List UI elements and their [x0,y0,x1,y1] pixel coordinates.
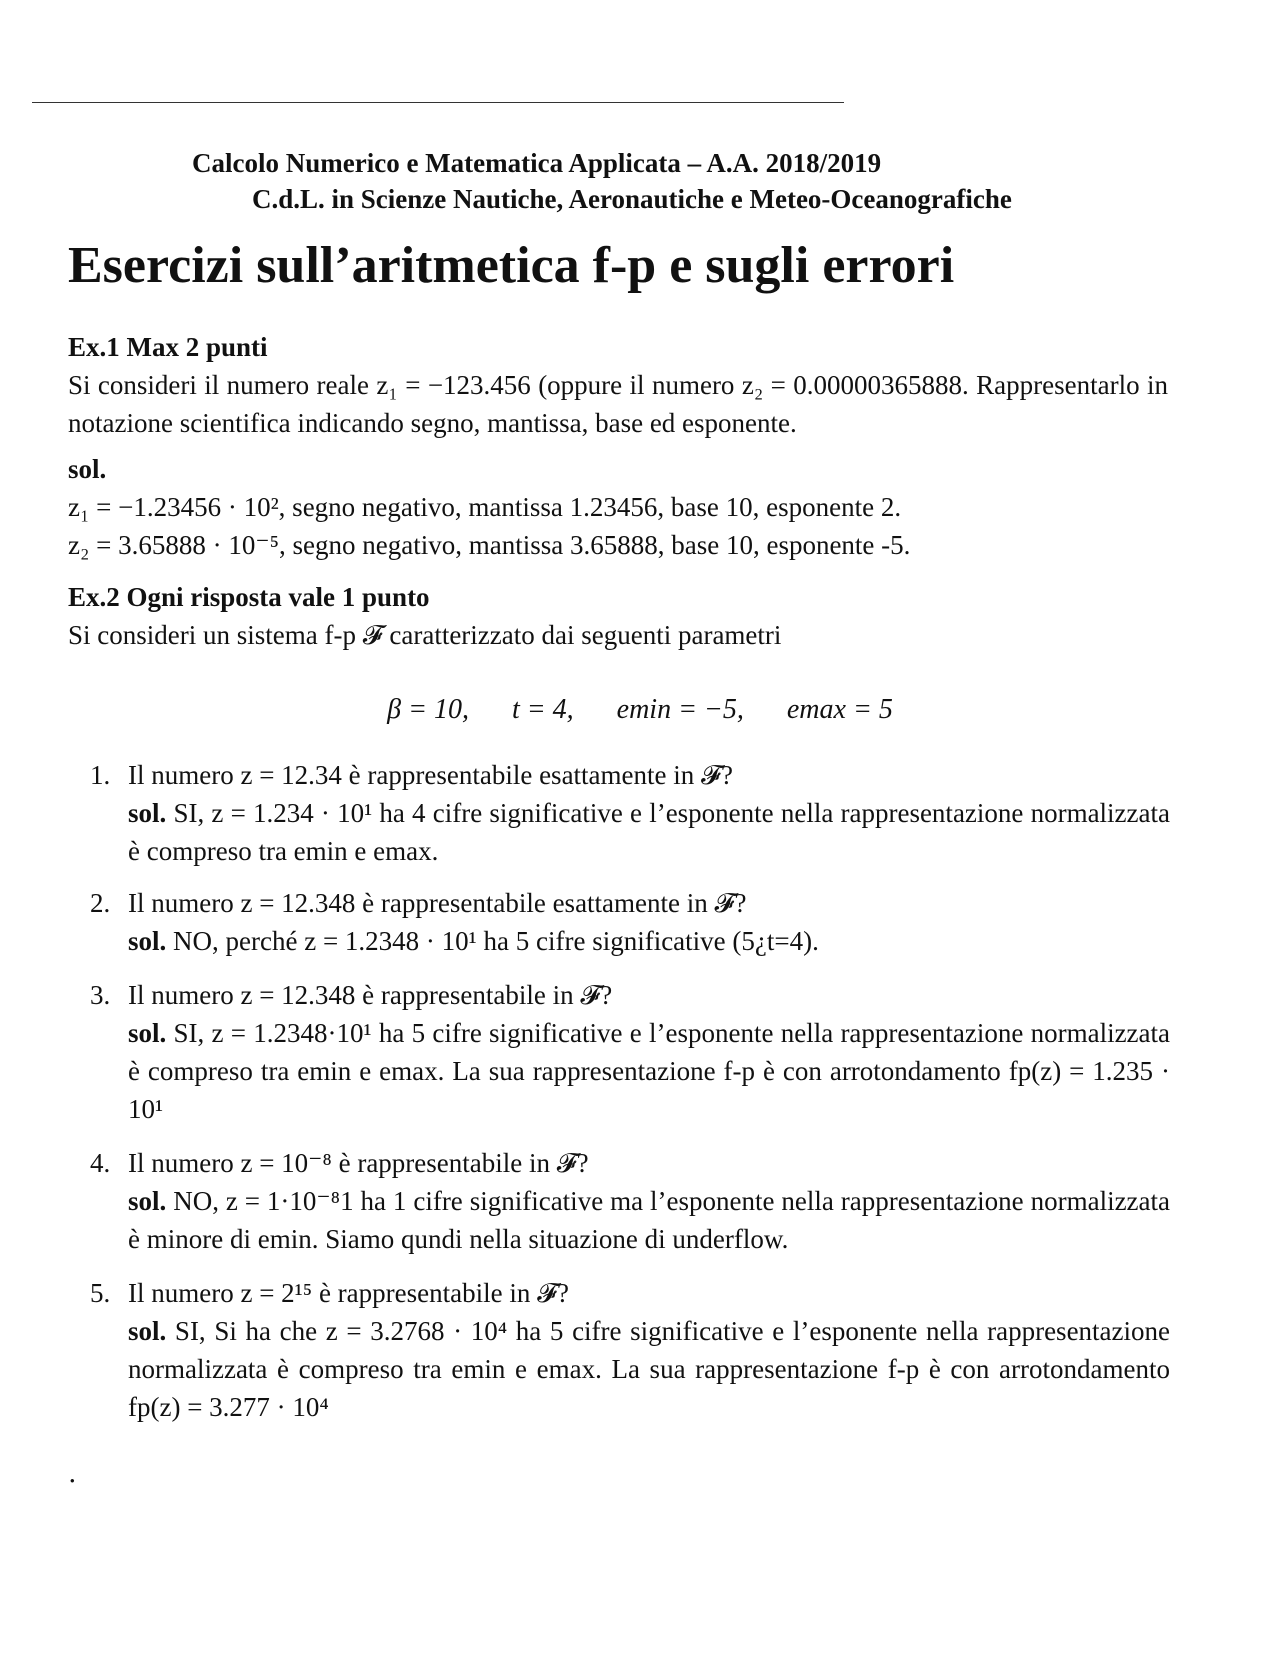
item-question: Il numero z = 12.348 è rappresentabile esattamente in 𝓕? [128,888,747,918]
ex2-statement: Si consideri un sistema f-p 𝓕 caratterizzato dai seguenti parametri [68,620,782,650]
param-beta: β = 10, [387,694,469,725]
page-title: Esercizi sull’aritmetica f-p e sugli errori [68,237,955,294]
item-sol-label: sol. [128,926,167,956]
item-answer: NO, z = 1·10⁻⁸1 ha 1 cifre significative ma l’esponente nella rappresentazione normalizzata è minore di emin. Siamo qundi nella situazione di underflow. [128,1186,1171,1254]
item-number: 5. [90,1278,111,1308]
ex2-parameters [0,694,1280,726]
ex2-item-3 [90,976,1170,1128]
item-answer: SI, z = 1.2348·10¹ ha 5 cifre significative e l’esponente nella rappresentazione normalizzata è compreso tra emin e emax. La sua rappresentazione f-p è con arrotondamento fp(z) = 1.235 · 10¹ [128,1018,1171,1124]
ex2-item-1 [90,756,1170,870]
item-sol-label: sol. [128,1018,167,1048]
ex1-sol-line2: z₂ = 3.65888 · 10⁻⁵, segno negativo, mantissa 3.65888, base 10, esponente -5. [68,530,911,560]
degree-header: C.d.L. in Scienze Nautiche, Aeronautiche e Meteo-Oceanografiche [252,184,1012,214]
ex2-heading: Ex.2 Ogni risposta vale 1 punto [68,582,430,612]
param-emax: emax = 5 [786,694,893,725]
ex1-section [68,328,1168,564]
item-question: Il numero z = 12.34 è rappresentabile esattamente in 𝓕? [128,760,733,790]
item-question: Il numero z = 12.348 è rappresentabile in 𝓕? [128,980,613,1010]
ex2-item-2 [90,884,1170,960]
item-number: 1. [90,760,111,790]
item-question: Il numero z = 10⁻⁸ è rappresentabile in 𝓕? [128,1148,589,1178]
ex2-item-4 [90,1144,1170,1258]
item-number: 2. [90,888,111,918]
ex1-sol-label: sol. [68,454,107,484]
item-answer: SI, Si ha che z = 3.2768 · 10⁴ ha 5 cifre significative e l’esponente nella rappresentazione normalizzata è compreso tra emin e emax. La sua rappresentazione f-p è con arrotondamento fp(z) = 3.277 · 10⁴ [128,1316,1171,1422]
ex2-item-5 [90,1274,1170,1426]
course-header: Calcolo Numerico e Matematica Applicata – A.A. 2018/2019 [192,148,882,178]
item-sol-label: sol. [128,1186,167,1216]
item-sol-label: sol. [128,1316,167,1346]
param-emin: emin = −5, [616,694,744,725]
item-number: 3. [90,980,111,1010]
item-answer: NO, perché z = 1.2348 · 10¹ ha 5 cifre significative (5¿t=4). [173,926,819,956]
ex1-heading: Ex.1 Max 2 punti [68,332,268,362]
item-answer: SI, z = 1.234 · 10¹ ha 4 cifre significative e l’esponente nella rappresentazione normalizzata è compreso tra emin e emax. [128,798,1170,866]
trailing-mark: . [68,1458,77,1489]
item-number: 4. [90,1148,111,1178]
ex1-sol-line1: z₁ = −1.23456 · 10², segno negativo, mantissa 1.23456, base 10, esponente 2. [68,492,902,522]
ex2-section [68,578,1168,654]
param-t: t = 4, [511,694,574,725]
item-question: Il numero z = 2¹⁵ è rappresentabile in 𝓕? [128,1278,569,1308]
ex1-statement: Si consideri il numero reale z₁ = −123.456 (oppure il numero z₂ = 0.00000365888. Rappresentarlo in notazione scientifica indicando segno, mantissa, base ed esponente. [68,370,1168,438]
top-rule [32,102,844,103]
item-sol-label: sol. [128,798,167,828]
